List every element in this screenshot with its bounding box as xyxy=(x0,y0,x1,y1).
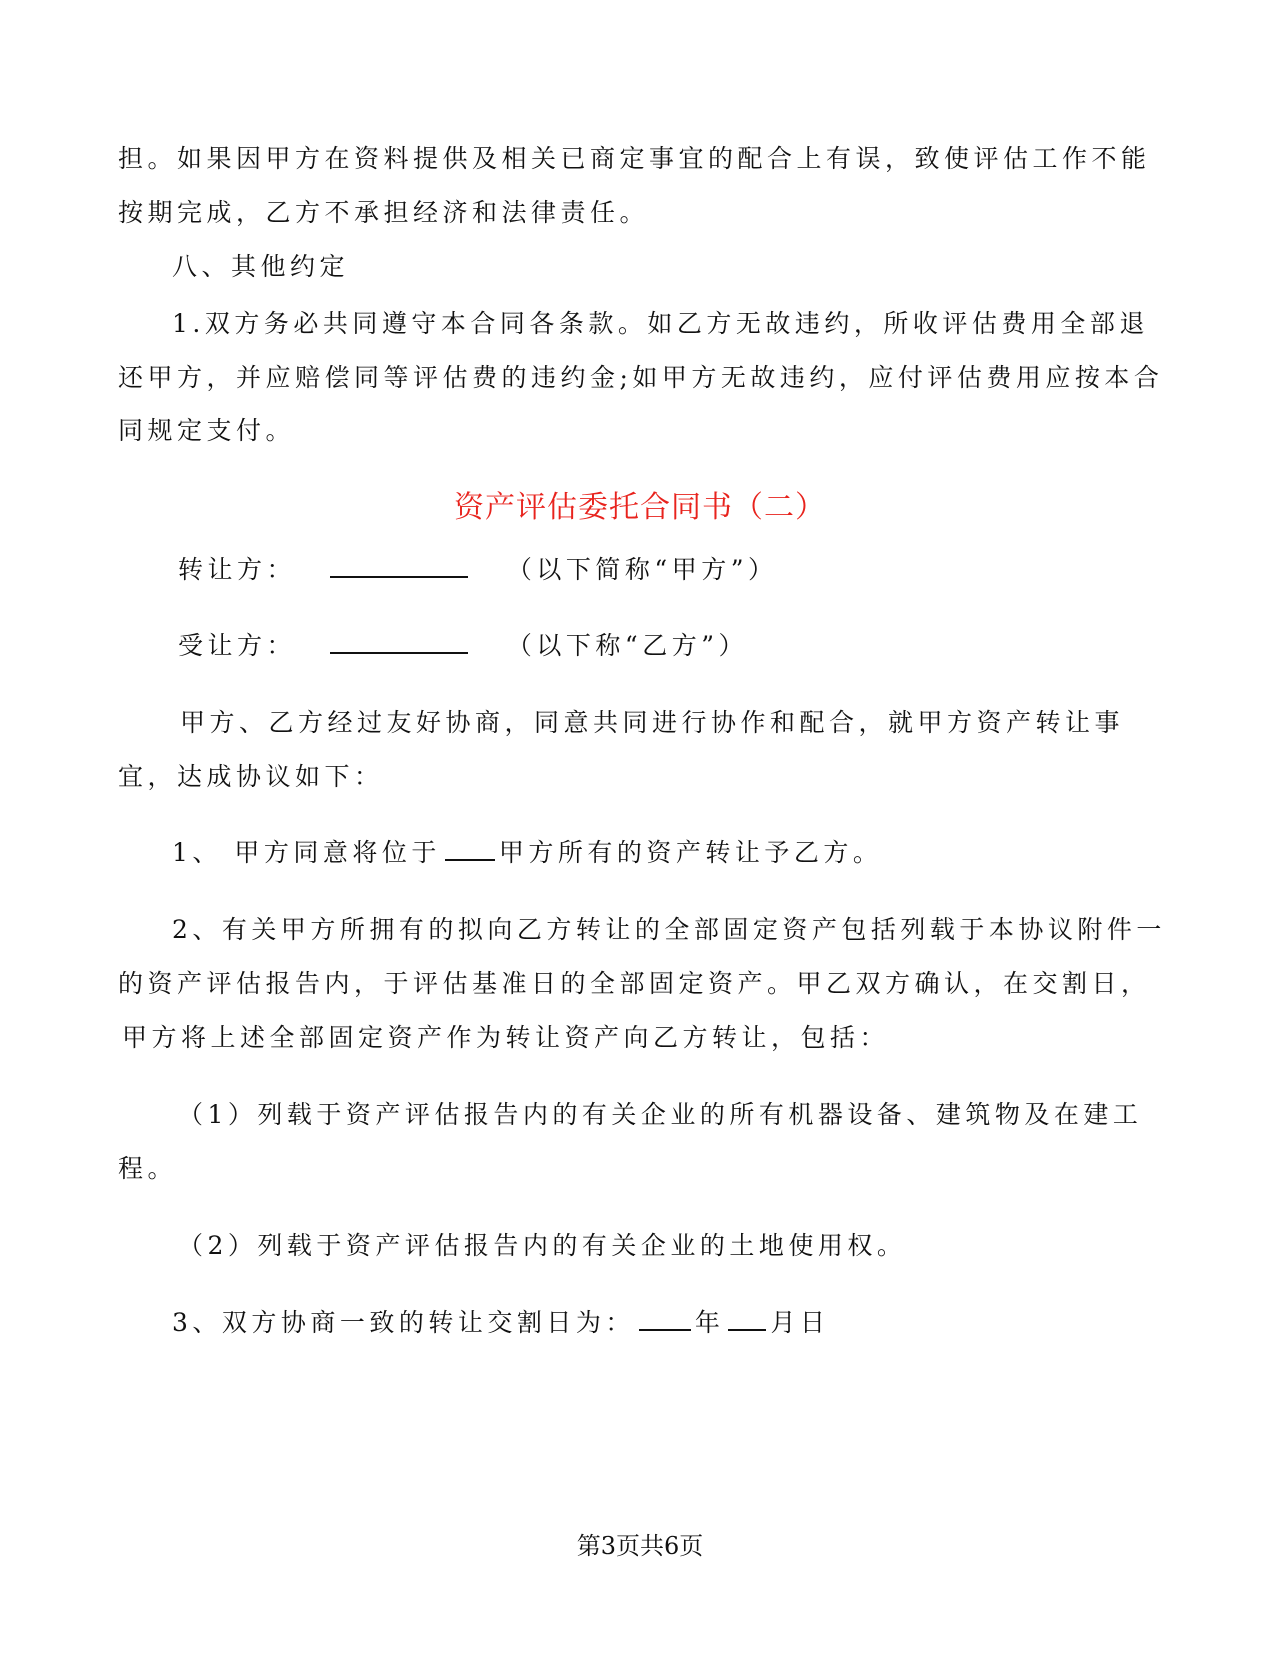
transferee-note: （以下称“乙方”） xyxy=(506,631,748,660)
page-indicator: 第3页共6页 xyxy=(576,1532,704,1560)
paragraph-prev-line: 担。如果因甲方在资料提供及相关已商定事宜的配合上有误，致使评估工作不能 xyxy=(118,144,1151,173)
transferor-blank xyxy=(330,575,468,578)
month-blank xyxy=(728,1328,766,1331)
clause-1 xyxy=(172,836,882,870)
clause-2-line: 2、有关甲方所拥有的拟向乙方转让的全部固定资产包括列载于本协议附件一 xyxy=(172,915,1166,944)
intro-line: 甲方、乙方经过友好协商，同意共同进行协作和配合，就甲方资产转让事 xyxy=(180,708,1125,737)
transferee-line xyxy=(178,629,748,663)
contract-title: 资产评估委托合同书（二） xyxy=(454,490,826,525)
month-day-label: 月日 xyxy=(770,1308,830,1337)
location-blank xyxy=(445,858,495,861)
clause-2-sub-2: （2）列载于资产评估报告内的有关企业的土地使用权。 xyxy=(178,1231,907,1260)
year-blank xyxy=(639,1328,691,1331)
clause-2-sub-1-line: 程。 xyxy=(118,1154,178,1183)
clause-line: 同规定支付。 xyxy=(118,416,296,445)
clause-2-line: 甲方将上述全部固定资产作为转让资产向乙方转让，包括： xyxy=(122,1023,890,1052)
clause-1-text-pre: 1、 甲方同意将位于 xyxy=(172,838,441,867)
transferor-label: 转让方： xyxy=(178,555,297,584)
transferee-label: 受让方： xyxy=(178,631,297,660)
transferor-line xyxy=(178,553,777,587)
clause-2-sub-1-line: （1）列载于资产评估报告内的有关企业的所有机器设备、建筑物及在建工 xyxy=(178,1100,1143,1129)
intro-line: 宜，达成协议如下： xyxy=(118,762,384,791)
section-heading-8: 八、其他约定 xyxy=(172,252,350,281)
clause-3-text: 3、双方协商一致的转让交割日为： xyxy=(172,1308,635,1337)
clause-line: 还甲方，并应赔偿同等评估费的违约金;如甲方无故违约，应付评估费用应按本合 xyxy=(118,363,1164,392)
clause-line: 1.双方务必共同遵守本合同各条款。如乙方无故违约，所收评估费用全部退 xyxy=(172,309,1149,338)
paragraph-prev-line: 按期完成，乙方不承担经济和法律责任。 xyxy=(118,198,650,227)
clause-2-line: 的资产评估报告内，于评估基准日的全部固定资产。甲乙双方确认，在交割日， xyxy=(118,969,1151,998)
clause-3 xyxy=(172,1306,829,1340)
year-label: 年 xyxy=(694,1308,725,1337)
clause-1-text-post: 甲方所有的资产转让予乙方。 xyxy=(498,838,883,867)
transferee-blank xyxy=(330,651,468,654)
transferor-note: （以下简称“甲方”） xyxy=(506,555,778,584)
